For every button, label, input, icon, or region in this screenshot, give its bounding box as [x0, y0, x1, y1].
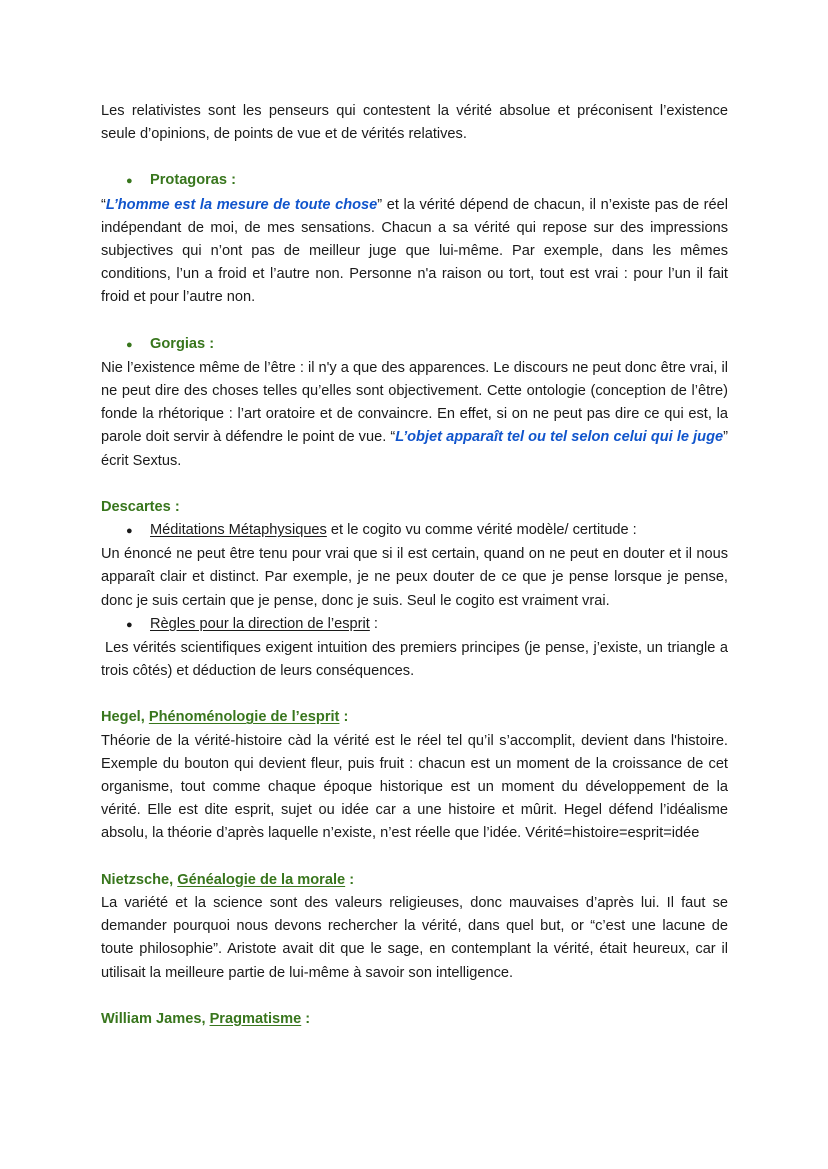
nietzsche-colon: :: [345, 871, 355, 888]
protagoras-quote: L’homme est la mesure de toute chose: [105, 196, 378, 213]
regles-title: Règles pour la direction de l’esprit: [150, 615, 370, 632]
hegel-work: Phénoménologie de l’esprit: [148, 709, 340, 726]
regles-rest: :: [369, 615, 378, 632]
descartes-bullet-2: [101, 613, 728, 637]
descartes-bullet-1-text: [150, 519, 637, 542]
protagoras-label: Protagoras :: [150, 172, 236, 189]
spacer: [101, 846, 728, 869]
open-quote: “: [101, 196, 106, 213]
descartes-heading: Descartes :: [101, 498, 180, 515]
gorgias-bullet: [101, 333, 728, 357]
gorgias-paragraph: [101, 357, 728, 473]
meditations-title: Méditations Métaphysiques: [150, 522, 327, 539]
protagoras-bullet: [101, 169, 728, 193]
bullet-icon: ●: [126, 618, 133, 631]
nietzsche-paragraph: La variété et la science sont des valeurs religieuses, donc mauvaises d’après lui. Il faut se demander pourquoi nous devons rechercher la vérité, dans quel but, or “c’est une lacune de toute philosophie”. Aristote avait dit que le sage, en contemplant la vérité, était heureux, car il utilisait la meilleure partie de lui-même à savoir son intelligence.: [101, 894, 728, 981]
spacer: [101, 985, 728, 1008]
protagoras-text: ” et la vérité dépend de chacun, il n’existe pas de réel indépendant de moi, de mes sensations. Chacun a sa vérité qui repose sur des impressions subjectives qui n’ont pas de meilleur juge que lui-même. Par exemple, dans les mêmes conditions, l’un a froid et l’autre non. Personne n'a raison ou tort, tout est vrai : pour l’un il fait froid et pour l’autre non.: [101, 196, 728, 306]
james-heading: [101, 1008, 728, 1031]
descartes-bullet-1: [101, 519, 728, 543]
gorgias-text-before: Nie l’existence même de l’être : il n'y a que des apparences. Le discours ne peut donc être vrai, il ne peut dire des choses telles qu’elles sont objectivement. Cette ontologie (conception de l’être) fonde la rhétorique : l’art oratoire et de convaincre. En effet, si on ne peut pas dire ce qui est, la parole doit servir à défendre le point de vue. “: [101, 359, 728, 446]
nietzsche-work: Généalogie de la morale: [177, 871, 346, 888]
gorgias-quote: L’objet apparaît tel ou tel selon celui qui le juge: [395, 429, 724, 446]
hegel-colon: :: [339, 709, 349, 726]
bullet-icon: ●: [126, 175, 133, 188]
hegel-paragraph: Théorie de la vérité-histoire càd la vérité est le réel tel qu’il s’accomplit, devient dans l'histoire. Exemple du bouton qui devient fleur, puis fruit : chacun est un moment de la croissance de cet organisme, tout comme chaque époque historique est un moment du développement de la vérité. Elle est dite esprit, sujet ou idée car a une histoire et mûrit. Hegel défend l’idéalisme absolu, la théorie d’après laquelle n’existe, n’est réelle que l’idée. Vérité=histoire=esprit=idée: [101, 732, 728, 842]
spacer: [101, 146, 728, 169]
gorgias-text-after: ” écrit Sextus.: [101, 429, 728, 469]
james-work: Pragmatisme: [209, 1010, 302, 1027]
descartes-bullet-2-text: [150, 613, 378, 636]
spacer: [101, 473, 728, 496]
meditations-rest: et le cogito vu comme vérité modèle/ certitude :: [326, 522, 637, 539]
spacer: [101, 683, 728, 706]
hegel-heading: [101, 706, 728, 729]
descartes-paragraph-2: Les vérités scientifiques exigent intuition des premiers principes (je pense, j’existe, un triangle a trois côtés) et déduction de leurs conséquences.: [101, 640, 728, 680]
descartes-paragraph-1: Un énoncé ne peut être tenu pour vrai que si il est certain, quand on ne peut en douter et il nous apparaît clair et distinct. Par exemple, je ne peux douter de ce que je pense lorsque je pense, donc je suis certain que je pense, donc je suis. Seul le cogito est vraiment vrai.: [101, 546, 728, 609]
nietzsche-heading: [101, 869, 728, 892]
intro-paragraph: Les relativistes sont les penseurs qui contestent la vérité absolue et préconisent l’existence seule d’opinions, de points de vue et de vérités relatives.: [101, 103, 728, 143]
protagoras-paragraph: [101, 194, 728, 310]
gorgias-label: Gorgias :: [150, 335, 215, 352]
spacer: [101, 310, 728, 333]
james-colon: :: [301, 1010, 311, 1027]
bullet-icon: ●: [126, 525, 133, 538]
james-name: William James,: [101, 1010, 210, 1027]
bullet-icon: ●: [126, 338, 133, 351]
nietzsche-name: Nietzsche,: [101, 871, 178, 888]
hegel-name: Hegel,: [101, 709, 149, 726]
